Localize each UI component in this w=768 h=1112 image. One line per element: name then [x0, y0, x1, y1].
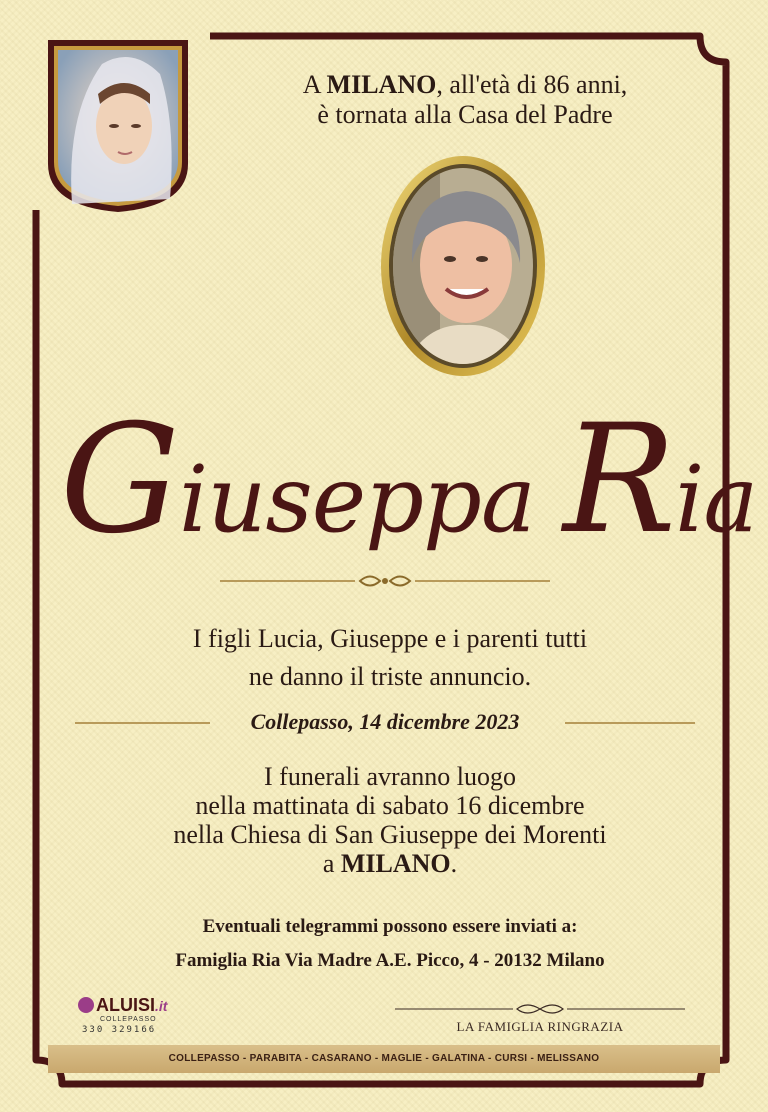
intro-line-1: [230, 70, 700, 100]
intro-line-2: è tornata alla Casa del Padre: [317, 100, 613, 129]
telegrams-address: Famiglia Ria Via Madre A.E. Picco, 4 - 20132 Milano: [175, 950, 605, 971]
last-name-initial: R: [563, 393, 675, 567]
logo-mark-icon: [78, 997, 94, 1013]
announcement-line-2: ne danno il triste annuncio.: [248, 662, 532, 691]
family-thanks: [395, 1000, 685, 1040]
logo-brand-suffix: .it: [155, 998, 168, 1014]
first-name-rest: iuseppa: [178, 446, 535, 553]
logo-brand: [96, 995, 167, 1016]
madonna-medallion-icon: [42, 34, 194, 216]
funeral-line-3: nella Chiesa di San Giuseppe dei Morenti: [173, 820, 607, 849]
funeral-line-4: [90, 849, 690, 878]
footer-towns-bar: [48, 1045, 720, 1073]
funeral-line-2: nella mattinata di sabato 16 dicembre: [195, 791, 585, 820]
logo-phone: 330 329166: [82, 1025, 157, 1035]
intro-prefix: A: [302, 70, 327, 99]
date-place-row: [75, 706, 695, 738]
funeral-home-logo: [78, 995, 188, 1041]
funeral-info: [90, 762, 690, 878]
logo-brand-name: ALUISI: [96, 995, 156, 1015]
logo-town: COLLEPASSO: [100, 1016, 157, 1023]
first-name-initial: G: [60, 393, 179, 567]
date-place-text: Collepasso, 14 dicembre 2023: [250, 709, 520, 734]
announcement-text: [140, 620, 640, 696]
last-name-rest: ia: [675, 446, 758, 553]
funeral-city: MILANO: [340, 849, 451, 878]
funeral-line-1: I funerali avranno luogo: [264, 762, 516, 791]
funeral-line-4-suffix: .: [450, 849, 458, 878]
footer-towns-text: COLLEPASSO - PARABITA - CASARANO - MAGLIE - GALATINA - CURSI - MELISSANO: [168, 1053, 600, 1064]
announcement-line-1: I figli Lucia, Giuseppe e i parenti tutti: [192, 624, 588, 653]
deceased-photo: [380, 155, 546, 377]
thanks-text: LA FAMIGLIA RINGRAZIA: [456, 1019, 624, 1034]
intro-text: [230, 70, 700, 130]
telegrams-info: [90, 910, 690, 978]
intro-suffix: , all'età di 86 anni,: [436, 70, 628, 99]
funeral-line-4-prefix: a: [322, 849, 341, 878]
intro-city: MILANO: [326, 70, 437, 99]
scroll-ornament-icon: [220, 570, 550, 592]
telegrams-line-1: Eventuali telegrammi possono essere inviati a:: [202, 916, 578, 937]
thanks-ornament-icon: [395, 1000, 685, 1018]
deceased-name: [60, 380, 758, 580]
